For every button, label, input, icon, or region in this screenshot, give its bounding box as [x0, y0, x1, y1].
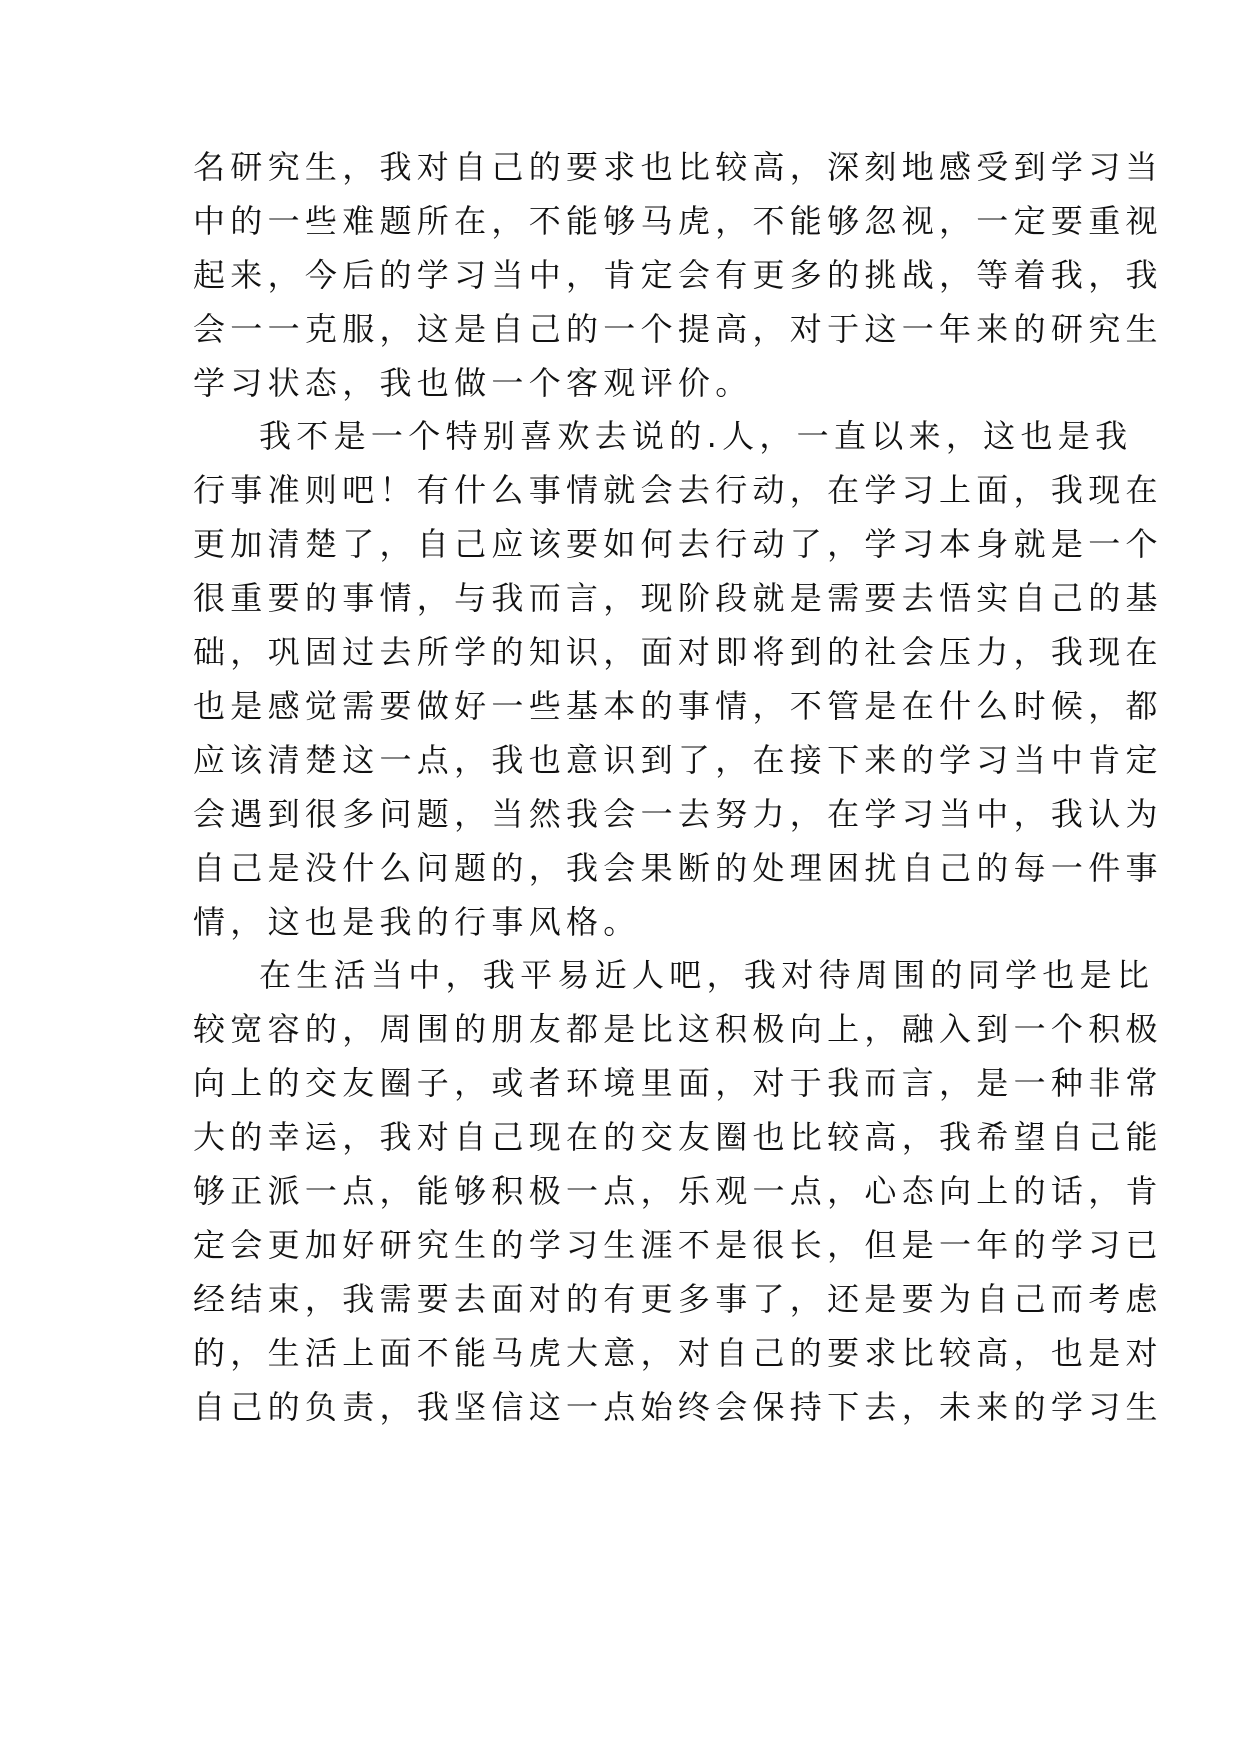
text-line: 的，生活上面不能马虎大意，对自己的要求比较高，也是对 — [193, 1334, 1163, 1372]
paragraph-first-line: 我不是一个特别喜欢去说的.人，一直以来，这也是我 — [259, 417, 1133, 455]
text-line: 较宽容的，周围的朋友都是比这积极向上，融入到一个积极 — [193, 1010, 1163, 1048]
text-line: 础，巩固过去所学的知识，面对即将到的社会压力，我现在 — [193, 633, 1163, 671]
text-line: 会一一克服，这是自己的一个提高，对于这一年来的研究生 — [193, 310, 1163, 348]
text-line: 行事准则吧！有什么事情就会去行动，在学习上面，我现在 — [193, 471, 1163, 509]
text-line: 很重要的事情，与我而言，现阶段就是需要去悟实自己的基 — [193, 579, 1163, 617]
text-line: 自己是没什么问题的，我会果断的处理困扰自己的每一件事 — [193, 849, 1163, 887]
text-line: 应该清楚这一点，我也意识到了，在接下来的学习当中肯定 — [193, 741, 1163, 779]
text-line: 定会更加好研究生的学习生涯不是很长，但是一年的学习已 — [193, 1226, 1163, 1264]
text-line: 会遇到很多问题，当然我会一去努力，在学习当中，我认为 — [193, 795, 1163, 833]
text-line: 中的一些难题所在，不能够马虎，不能够忽视，一定要重视 — [193, 202, 1163, 240]
text-line: 向上的交友圈子，或者环境里面，对于我而言，是一种非常 — [193, 1064, 1163, 1102]
text-line: 也是感觉需要做好一些基本的事情，不管是在什么时候，都 — [193, 687, 1163, 725]
text-line: 够正派一点，能够积极一点，乐观一点，心态向上的话，肯 — [193, 1172, 1163, 1210]
text-line: 更加清楚了，自己应该要如何去行动了，学习本身就是一个 — [193, 525, 1163, 563]
text-line: 情，这也是我的行事风格。 — [193, 903, 641, 941]
text-line: 大的幸运，我对自己现在的交友圈也比较高，我希望自己能 — [193, 1118, 1163, 1156]
text-line: 学习状态，我也做一个客观评价。 — [193, 364, 753, 402]
paragraph-first-line: 在生活当中，我平易近人吧，我对待周围的同学也是比 — [259, 956, 1155, 994]
text-line: 名研究生，我对自己的要求也比较高，深刻地感受到学习当 — [193, 148, 1163, 186]
text-line: 经结束，我需要去面对的有更多事了，还是要为自己而考虑 — [193, 1280, 1163, 1318]
text-line: 起来，今后的学习当中，肯定会有更多的挑战，等着我，我 — [193, 256, 1163, 294]
text-line: 自己的负责，我坚信这一点始终会保持下去，未来的学习生 — [193, 1388, 1163, 1426]
